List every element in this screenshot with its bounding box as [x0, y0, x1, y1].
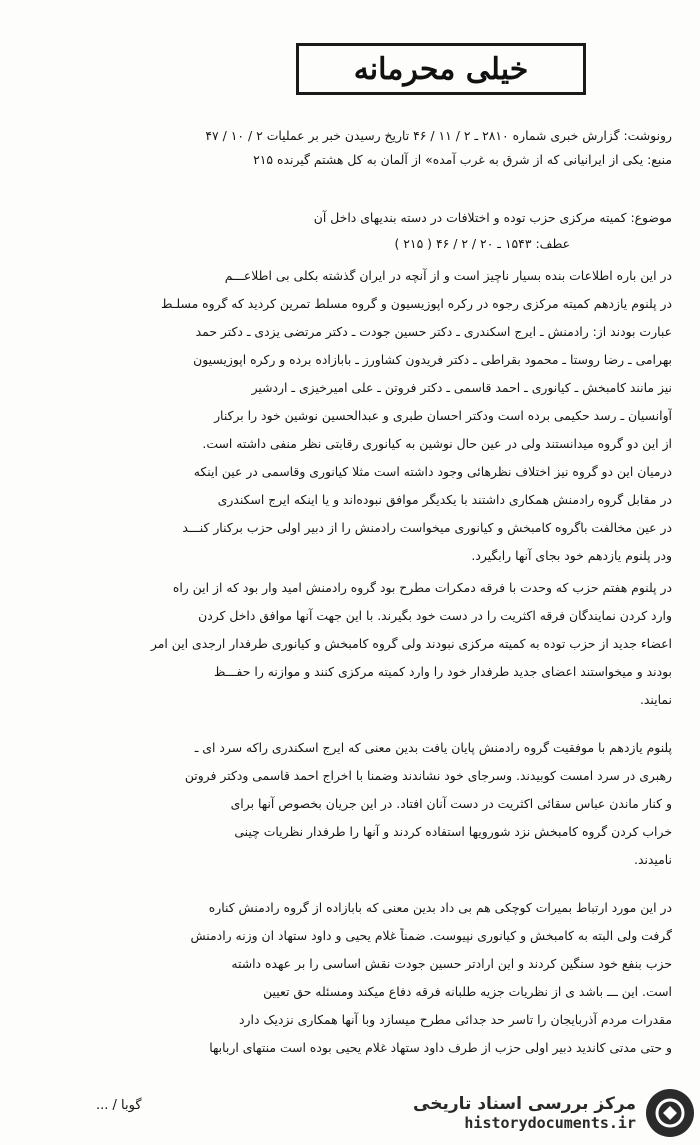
body-line: رهبری در سرد امست کوبیدند. وسرجای خود نشاندند وضمنا با اخراج احمد قاسمی ودکتر فروتن	[184, 768, 672, 783]
watermark-logo	[394, 1085, 694, 1141]
watermark-title: مرکز بررسی اسناد تاریخی	[413, 1094, 636, 1114]
body-line: گرفت ولی البته به کامبخش و کیانوری نپیوست. ضمناً غلام یحیی و داود ستهاد ان وزنه رادمنش	[190, 928, 672, 943]
body-line: نیز مانند کامبخش ـ کیانوری ـ احمد قاسمی ـ دکتر فروتن ـ علی امیرخیزی ـ اردشیر	[251, 380, 672, 395]
body-line: در پلنوم هفتم حزب که وحدت با فرقه دمکرات مطرح بود گروه رادمنش امید وار بود که از این راه	[172, 580, 672, 595]
body-line: حزب بنفع خود سنگین کردند و این ارادتر حسین جودت نقش اساسی را بر عهده داشته	[231, 956, 672, 971]
reference-line: عطف: ۱۵۴۳ ـ ۲۰ / ۲ / ۴۶ ( ۲۱۵ )	[394, 236, 570, 251]
body-line: در این مورد ارتباط بمیرات کوچکی هم بی داد بدین معنی که بابازاده از گروه رادمنش کناره	[208, 900, 672, 915]
watermark-url: historydocuments.ir	[464, 1114, 636, 1132]
body-line: نامیدند.	[634, 852, 672, 867]
classification-stamp	[296, 43, 586, 95]
body-line: اعضاء جدید از حزب توده به کمیته مرکزی نبودند ولی گروه کامبخش و کیانوری طرفدار ارجدی این امر	[150, 636, 672, 651]
body-line: و کنار ماندن عباس سقائی اکثریت در دست آنان افتاد. در این جریان بخصوص آنها برای	[230, 796, 672, 811]
body-line: در این باره اطلاعات بنده بسیار ناچیز است و از آنچه در ایران گذشته بکلی بی اطلاعـــم	[224, 268, 672, 283]
body-line: است. این ـــ باشد ی از نظریات جزیه طلبانه فرقه دفاع میکند ومسئله حق تعیین	[263, 984, 672, 999]
body-line: در مقابل گروه رادمنش همکاری داشتند با یکدیگر موافق نبوده‌اند و یا اینکه ایرج اسکندری	[217, 492, 672, 507]
body-line: بهرامی ـ رضا روستا ـ محمود بقراطی ـ دکتر فریدون کشاورز ـ بابازاده برده و رکره اپوزیسیون	[193, 352, 672, 367]
body-line: خراب کردن گروه کامبخش نزد شورویها استفاده کردند و آنها را طرفدار نظریات چینی	[234, 824, 672, 839]
body-line: عبارت بودند از: رادمنش ـ ایرج اسکندری ـ دکتر حسین جودت ـ دکتر مرتضی یزدی ـ دکتر حمد	[195, 324, 672, 339]
classification-stamp-text: خیلی محرمانه	[353, 51, 529, 87]
header-line-1: رونوشت: گزارش خبری شماره ۲۸۱۰ ـ ۲ / ۱۱ / ۴۶ تاریخ رسیدن خبر بر عملیات ۲ / ۱۰ / ۴۷	[205, 128, 672, 143]
body-line: در پلنوم یازدهم کمیته مرکزی رجوه در رکره اپوزیسیون و گروه مسلط تمرین کردید که گروه مسلـط	[161, 296, 672, 311]
page-continuation: گوبا / ...	[96, 1098, 142, 1113]
body-line: از این دو گروه میدانستند ولی در عین حال نوشین به کیانوری رقابتی نظر منفی داشته است.	[202, 436, 672, 451]
body-line: ودر پلنوم یازدهم خود بجای آنها رابگیرد.	[471, 548, 672, 563]
body-line: درمیان این دو گروه نیز اختلاف نظرهائی وجود داشته است مثلا کیانوری وقاسمی در عین اینکه	[193, 464, 672, 479]
body-line: وارد کردن نمایندگان فرقه اکثریت را در دست خود بگیرند. با این جهت آنها موافق داخل کردن	[198, 608, 672, 623]
header-line-2: منبع: یکی از ایرانیانی که از شرق به غرب آمده» از آلمان به کل هشتم گیرنده ۲۱۵	[253, 152, 672, 167]
body-line: مقدرات مردم آذربایجان را تاسر حد جدائی مطرح میسازد وبا آنها همکاری نزدیک دارد	[239, 1012, 672, 1027]
archive-logo-icon	[646, 1089, 694, 1137]
body-line: پلنوم یازدهم با موفقیت گروه رادمنش پایان یافت بدین معنی که ایرج اسکندری راکه سرد ای ـ	[194, 740, 672, 755]
body-line: آوانسیان ـ رسد حکیمی برده است ودکتر احسان طبری و عبدالحسین نوشین خود را برکنار	[214, 408, 672, 423]
body-line: در عین مخالفت باگروه کامبخش و کیانوری میخواست رادمنش را از دبیر اولی حزب برکنار کنـــد	[182, 520, 672, 535]
body-line: و حتی مدتی کاندید دبیر اولی حزب از طرف داود ستهاد غلام یحیی بوده است منتهای اربابها	[209, 1040, 672, 1055]
body-line: نمایند.	[639, 692, 672, 707]
watermark-text	[413, 1094, 636, 1132]
subject-line: موضوع: کمیته مرکزی حزب توده و اختلافات در دسته بندیهای داخل آن	[313, 210, 672, 225]
body-line: بودند و میخواستند اعضای جدید طرفدار خود را وارد کمیته مرکزی کنند و موازنه را حفـــظ	[213, 664, 672, 679]
